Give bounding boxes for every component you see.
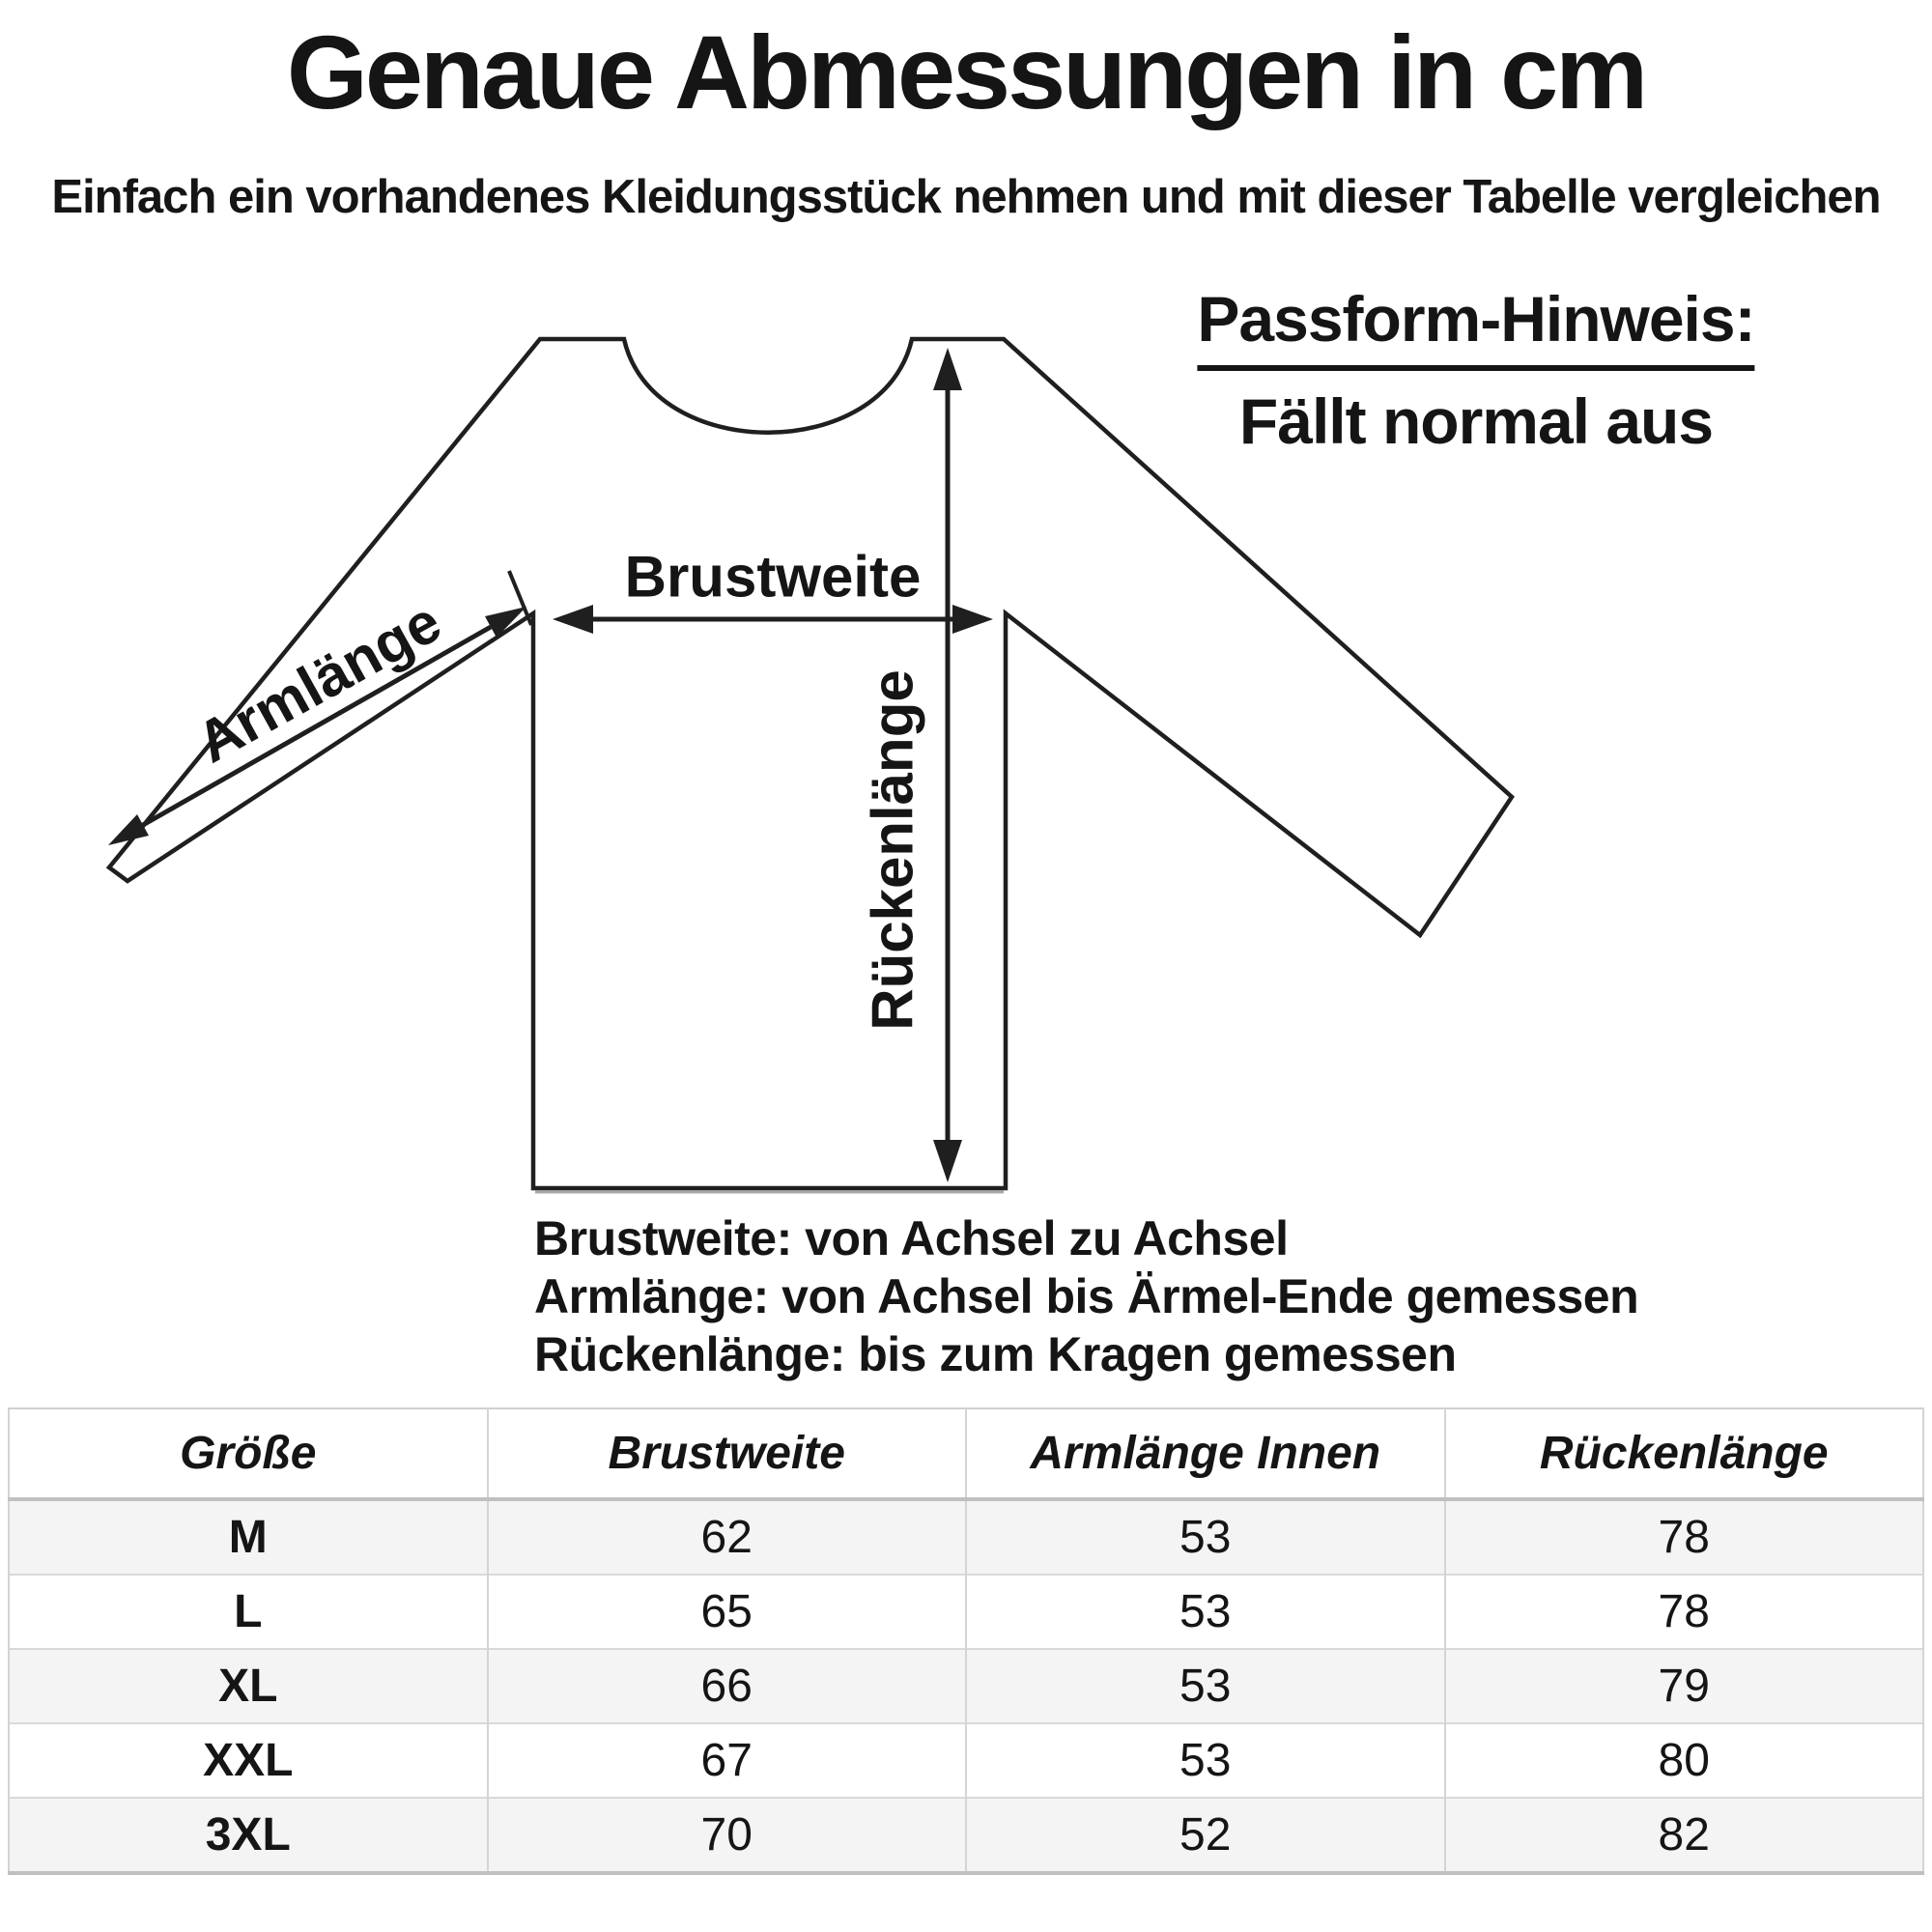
measurement-cell: 70 — [488, 1798, 967, 1873]
fit-note — [1197, 282, 1754, 458]
size-cell: 3XL — [9, 1798, 488, 1873]
shirt-outline — [109, 339, 1512, 1188]
size-table-header — [9, 1408, 1923, 1499]
size-cell: M — [9, 1499, 488, 1575]
size-table-row — [9, 1649, 1923, 1723]
measurement-note-line: Brustweite: von Achsel zu Achsel — [534, 1211, 1289, 1265]
size-table-header-cell: Rückenlänge — [1445, 1408, 1924, 1499]
measurement-cell: 53 — [966, 1723, 1445, 1798]
size-table-header-cell: Brustweite — [488, 1408, 967, 1499]
size-cell: XXL — [9, 1723, 488, 1798]
measurement-cell: 53 — [966, 1649, 1445, 1723]
measurement-cell: 65 — [488, 1575, 967, 1649]
chest-width-label: Brustweite — [624, 544, 922, 610]
measurement-cell: 80 — [1445, 1723, 1924, 1798]
measurement-cell: 82 — [1445, 1798, 1924, 1873]
page-title: Genaue Abmessungen in cm — [286, 14, 1646, 130]
size-cell: L — [9, 1575, 488, 1649]
measurement-cell: 67 — [488, 1723, 967, 1798]
measurement-cell: 78 — [1445, 1575, 1924, 1649]
size-table-body — [9, 1499, 1923, 1873]
measurement-note-line: Armlänge: von Achsel bis Ärmel-Ende gemessen — [534, 1269, 1639, 1323]
size-table-row — [9, 1575, 1923, 1649]
measurement-cell: 53 — [966, 1499, 1445, 1575]
size-table-row — [9, 1499, 1923, 1575]
measurement-cell: 78 — [1445, 1499, 1924, 1575]
size-table-row — [9, 1798, 1923, 1873]
fit-note-text: Fällt normal aus — [1238, 385, 1714, 457]
measurement-cell: 66 — [488, 1649, 967, 1723]
measurement-cell: 52 — [966, 1798, 1445, 1873]
back-length-label: Rückenlänge — [860, 669, 925, 1031]
measurement-notes — [534, 1209, 1638, 1383]
measurement-cell: 79 — [1445, 1649, 1924, 1723]
fit-note-heading: Passform-Hinweis: — [1197, 282, 1754, 371]
size-table-row — [9, 1723, 1923, 1798]
subtitle: Einfach ein vorhandenes Kleidungsstück nehmen und mit dieser Tabelle vergleichen — [51, 171, 1881, 223]
measurement-note-line: Rückenlänge: bis zum Kragen gemessen — [534, 1327, 1457, 1381]
arm-length-label: Armlänge — [185, 588, 452, 776]
size-table-header-cell: Armlänge Innen — [966, 1408, 1445, 1499]
size-table — [8, 1407, 1924, 1875]
measurement-cell: 53 — [966, 1575, 1445, 1649]
measurement-cell: 62 — [488, 1499, 967, 1575]
size-cell: XL — [9, 1649, 488, 1723]
size-table-header-cell: Größe — [9, 1408, 488, 1499]
